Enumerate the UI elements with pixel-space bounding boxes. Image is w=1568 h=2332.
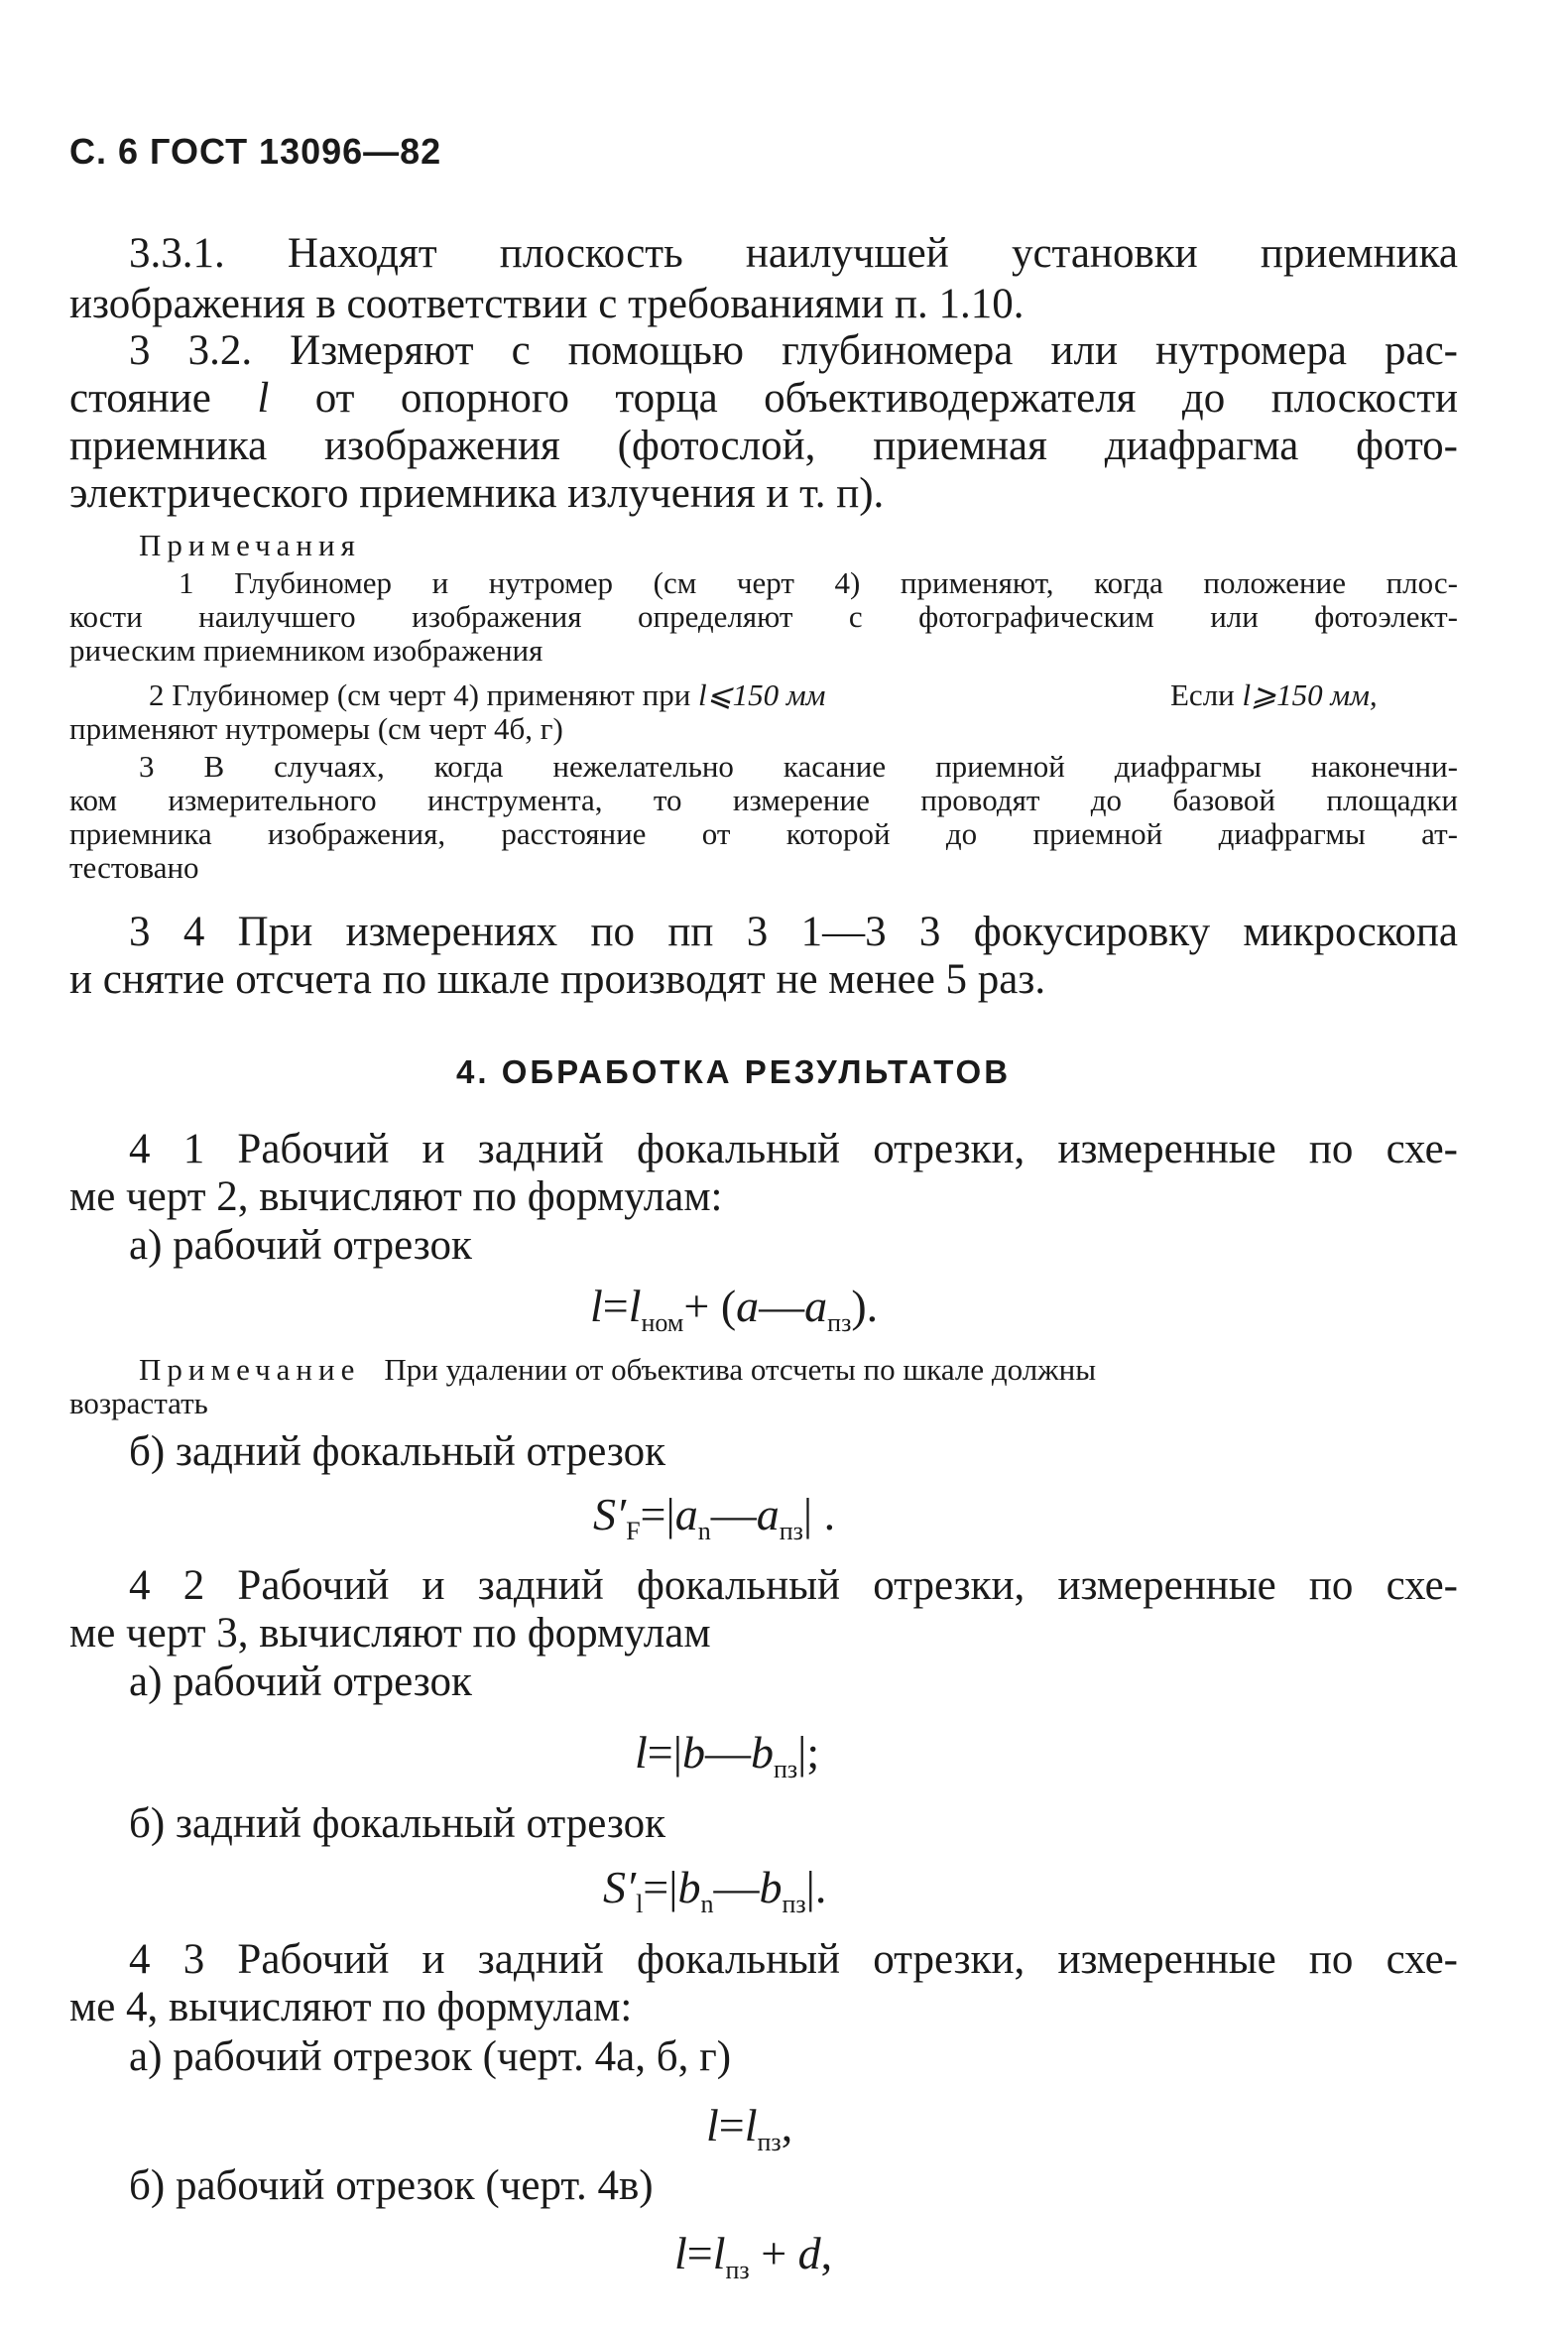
note-1-line1: 1 Глубиномер и нутромер (см черт 4) применяют, когда положение плос-: [179, 565, 1458, 600]
formula-part: l: [635, 1727, 648, 1778]
note-2-line1a: [149, 678, 825, 712]
formula-4-2-a: [635, 1726, 819, 1784]
paragraph-line: изображения в соответствии с требованиями п. 1.10.: [69, 281, 1025, 327]
section-title: 4. ОБРАБОТКА РЕЗУЛЬТАТОВ: [456, 1053, 1012, 1090]
formula-part: b: [677, 1862, 701, 1912]
paragraph-3-4-line1: 3 4 При измерениях по пп 3 1—3 3 фокусировку микроскопа: [129, 909, 1458, 955]
formula-part: =|: [640, 1489, 675, 1539]
formula-part: |;: [797, 1727, 820, 1778]
paragraph-3-3-2-line2: [69, 375, 1458, 422]
formula-part: l: [706, 2100, 719, 2150]
formula-subscript: l: [636, 1890, 644, 1919]
formula-part: a: [756, 1489, 780, 1539]
note-line2: возрастать: [69, 1386, 208, 1420]
formula-subscript: пз: [779, 1517, 803, 1546]
formula-part: S′: [593, 1489, 627, 1539]
note-1-line2: кости наилучшего изображения определяют с фотографическим или фотоэлект-: [69, 599, 1458, 634]
formula-subscript: пз: [782, 1890, 806, 1919]
variable-condition: l⩽150 мм: [698, 677, 826, 712]
paragraph-3-3-2-line3: приемника изображения (фотослой, приемная диафрагма фото-: [69, 423, 1458, 469]
formula-part: S′: [603, 1862, 637, 1912]
page-header: С. 6 ГОСТ 13096—82: [69, 131, 442, 172]
formula-subscript: пз: [757, 2128, 782, 2157]
formula-part: —: [710, 1489, 757, 1539]
formula-part: |.: [805, 1862, 827, 1912]
paragraph-3-4-line2: и снятие отсчета по шкале производят не менее 5 раз.: [69, 956, 1046, 1003]
formula-part: l: [712, 2228, 726, 2278]
formula-subscript: ном: [641, 1308, 684, 1338]
formula-part: =|: [643, 1862, 678, 1912]
formula-subscript: пз: [827, 1308, 852, 1338]
formula-part: =: [686, 2228, 713, 2278]
variable-l: l: [257, 375, 270, 422]
formula-part: —: [704, 1727, 751, 1778]
note-3-line4: тестовано: [69, 850, 199, 885]
paragraph-3-3-2-line1: 3 3.2. Измеряют с помощью глубиномера или нутромера рас-: [129, 327, 1458, 374]
paragraph-4-3-line1: 4 3 Рабочий и задний фокальный отрезки, измеренные по схе-: [129, 1936, 1458, 1983]
formula-part: +: [749, 2228, 798, 2278]
formula-part: —: [759, 1281, 805, 1331]
note-title: Примечание: [139, 1352, 361, 1387]
paragraph-4-3-line2: ме 4, вычисляют по формулам:: [69, 1984, 633, 2030]
note-2-line2: применяют нутромеры (см черт 4б, г): [69, 711, 563, 746]
formula-part: a: [674, 1489, 698, 1539]
item-a-label: а) рабочий отрезок (черт. 4а, б, г): [129, 2033, 732, 2080]
formula-part: b: [759, 1862, 783, 1912]
formula-part: =|: [647, 1727, 682, 1778]
formula-part: l: [674, 2228, 687, 2278]
formula-part: =: [718, 2100, 745, 2150]
formula-part: (: [709, 1281, 737, 1331]
paragraph-4-2-line1: 4 2 Рабочий и задний фокальный отрезки, измеренные по схе-: [129, 1562, 1458, 1609]
formula-part: | .: [802, 1489, 836, 1539]
text-fragment: стояние: [69, 375, 258, 422]
formula-4-1-a: [590, 1280, 878, 1338]
note-3-line3: приемника изображения, расстояние от которой до приемной диафрагмы ат-: [69, 816, 1458, 851]
notes-title: Примечания: [139, 528, 361, 562]
formula-subscript: пз: [725, 2256, 750, 2285]
formula-part: —: [713, 1862, 760, 1912]
item-a-label: а) рабочий отрезок: [129, 1222, 472, 1269]
formula-part: l: [590, 1281, 603, 1331]
variable-condition: l⩾150 мм,: [1242, 677, 1378, 712]
formula-subscript: пз: [773, 1755, 798, 1784]
item-b-label: б) задний фокальный отрезок: [129, 1428, 665, 1475]
paragraph-3-3-2-line4: электрического приемника излучения и т. п).: [69, 470, 885, 517]
item-b-label: б) рабочий отрезок (черт. 4в): [129, 2162, 654, 2209]
note-3-line2: ком измерительного инструмента, то измерение проводят до базовой площадки: [69, 783, 1458, 817]
text-fragment: от опорного торца объективодержателя до плоскости: [269, 375, 1458, 422]
paragraph-4-1-line1: 4 1 Рабочий и задний фокальный отрезки, измеренные по схе-: [129, 1126, 1458, 1172]
formula-part: =: [602, 1281, 629, 1331]
note-text: При удалении от объектива отсчеты по шкале должны: [384, 1352, 1097, 1387]
formula-4-3-a: [706, 2099, 792, 2157]
formula-4-2-b: [603, 1861, 826, 1919]
formula-part: l: [628, 1281, 642, 1331]
formula-part: a: [736, 1281, 760, 1331]
formula-part: d: [797, 2228, 821, 2278]
formula-part: l: [744, 2100, 758, 2150]
formula-subscript: n: [697, 1517, 711, 1546]
formula-part: b: [681, 1727, 705, 1778]
formula-part: a: [804, 1281, 828, 1331]
text-fragment: Если: [1170, 677, 1243, 712]
paragraph-4-1-line2: ме черт 2, вычисляют по формулам:: [69, 1173, 723, 1220]
note-1-line3: рическим приемником изображения: [69, 633, 543, 668]
formula-part: ,: [781, 2100, 793, 2150]
formula-4-1-b: [593, 1488, 835, 1546]
formula-subscript: F: [626, 1517, 641, 1546]
note-line: [139, 1353, 1096, 1387]
formula-part: +: [683, 1281, 710, 1331]
formula-part: ).: [851, 1281, 879, 1331]
formula-subscript: n: [700, 1890, 714, 1919]
paragraph-3-3-1: [69, 230, 1458, 277]
paragraph-line: 3.3.1. Находят плоскость наилучшей установки приемника: [129, 230, 1458, 277]
text-fragment: 2 Глубиномер (см черт 4) применяют при: [149, 677, 699, 712]
note-2-line1b: [1170, 678, 1378, 712]
formula-part: b: [750, 1727, 774, 1778]
paragraph-4-2-line2: ме черт 3, вычисляют по формулам: [69, 1610, 711, 1657]
formula-part: ,: [820, 2228, 833, 2278]
formula-4-3-b: [674, 2227, 832, 2285]
note-3-line1: 3 В случаях, когда нежелательно касание приемной диафрагмы наконечни-: [139, 749, 1458, 784]
item-b-label: б) задний фокальный отрезок: [129, 1800, 665, 1847]
item-a-label: а) рабочий отрезок: [129, 1658, 472, 1705]
